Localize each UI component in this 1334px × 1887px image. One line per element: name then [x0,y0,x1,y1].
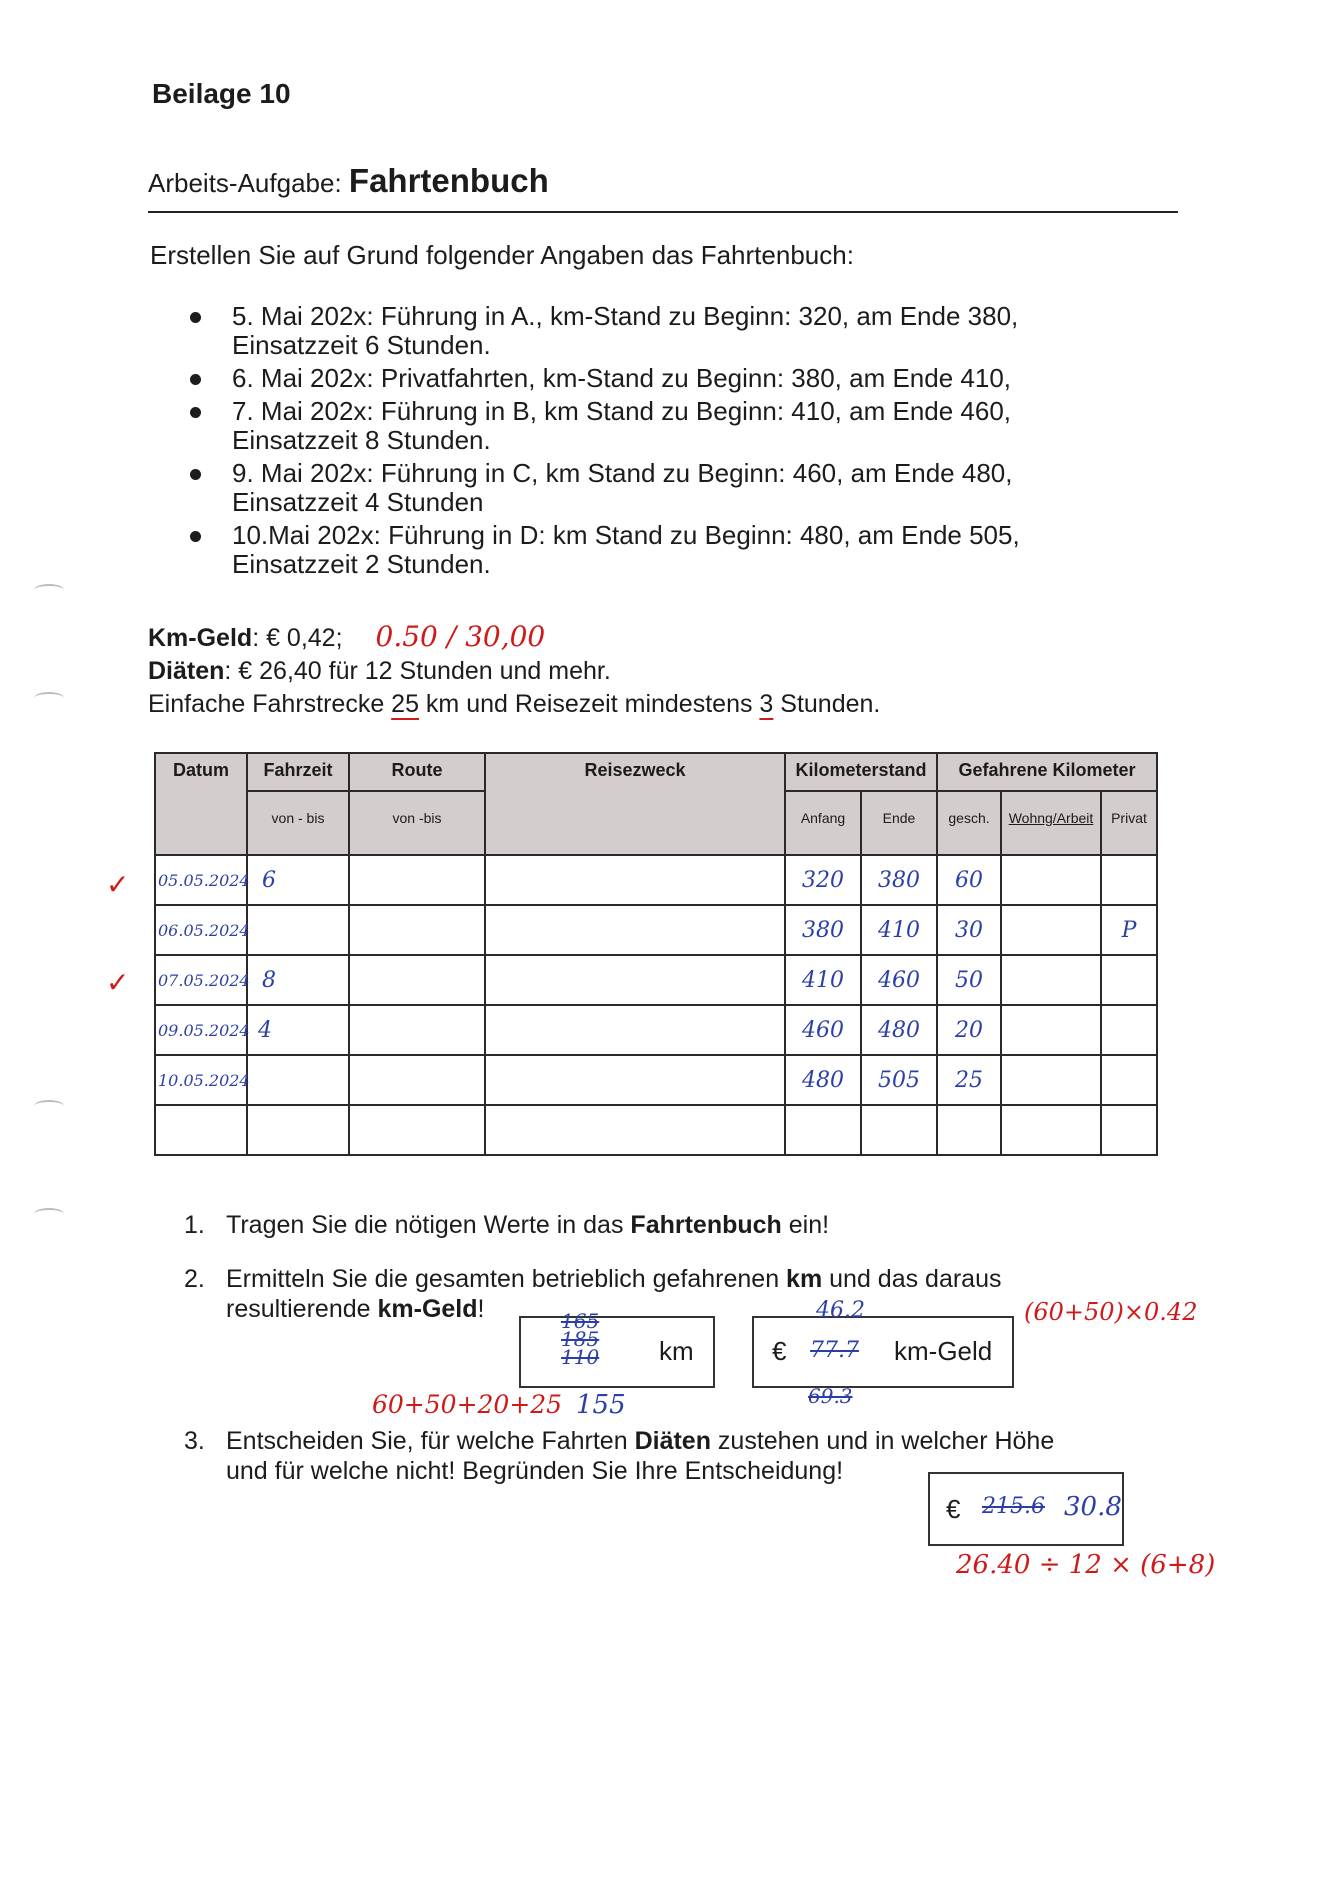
kmgeld-line: Km-Geld: € 0,42; 0.50 / 30,00 [148,620,546,653]
diaeten-line: Diäten: € 26,40 für 12 Stunden und mehr. [148,657,611,685]
punch-hole-mark [34,1100,64,1112]
km-final-value: 155 [576,1390,626,1420]
trip-item: 7. Mai 202x: Führung in B, km Stand zu Beginn: 410, am Ende 460, Einsatzzeit 8 Stunden. [186,397,1086,455]
diaeten-struck-value: 215.6 [982,1494,1045,1519]
task-name: Fahrtenbuch [348,162,549,199]
col-ende: Ende [861,791,937,855]
punch-hole-mark [34,1208,64,1220]
col-anfang: Anfang [785,791,861,855]
km-calculation: 60+50+20+25 [372,1390,563,1419]
task-item: 2. Ermitteln Sie die gesamten betrieblich gefahrenen km und das daraus resultierende km-Geld! [184,1265,1002,1323]
col-fahrzeit: Fahrzeit [247,753,349,791]
kmgeld-answer-box [752,1316,1014,1388]
kmgeld-final-value: 46.2 [816,1298,865,1323]
col-gefahrene-km: Gefahrene Kilometer [937,753,1157,791]
table-row: 10.05.2024 480 505 25 [155,1055,1157,1105]
euro-sign: € [946,1494,961,1524]
diaeten-final-value: 30.8 [1064,1492,1122,1522]
trip-list [186,302,1086,583]
trip-item: 9. Mai 202x: Führung in C, km Stand zu Beginn: 460, am Ende 480, Einsatzzeit 4 Stunden [186,459,1086,517]
kmgeld-struck-value-2: 69.3 [808,1384,853,1408]
title-rule [148,211,1178,213]
parameters [148,620,880,721]
trip-item: 6. Mai 202x: Privatfahrten, km-Stand zu Beginn: 380, am Ende 410, [186,364,1086,393]
col-route-sub: von -bis [349,791,485,855]
strecke-line: Einfache Fahrstrecke 25 km und Reisezeit mindestens 3 Stunden. [148,690,881,718]
punch-hole-mark [34,692,64,704]
col-reisezweck: Reisezweck [485,753,785,855]
task-prefix: Arbeits-Aufgabe: [148,168,342,198]
col-route: Route [349,753,485,791]
table-row-empty [155,1105,1157,1155]
col-privat: Privat [1101,791,1157,855]
trip-item: 10.Mai 202x: Führung in D: km Stand zu Beginn: 480, am Ende 505, Einsatzzeit 2 Stunden. [186,521,1086,579]
kmgeld-handwritten-note: 0.50 / 30,00 [375,620,546,653]
diaeten-answer-box [928,1472,1124,1546]
intro-text: Erstellen Sie auf Grund folgender Angaben das Fahrtenbuch: [150,240,854,270]
trip-item: 5. Mai 202x: Führung in A., km-Stand zu Beginn: 320, am Ende 380, Einsatzzeit 6 Stunden. [186,302,1086,360]
km-struck-values: 165 185 110 [561,1309,600,1369]
col-wohng-arbeit: Wohng/Arbeit [1001,791,1101,855]
col-fahrzeit-sub: von - bis [247,791,349,855]
task-title [148,162,549,200]
table-row: 07.05.2024 8 410 460 50 [155,955,1157,1005]
fahrtenbuch-table [154,752,1158,1156]
col-gesch: gesch. [937,791,1001,855]
km-unit: km [659,1336,694,1366]
table-row: 09.05.2024 4 460 480 20 [155,1005,1157,1055]
table-row: 06.05.2024 380 410 30 P [155,905,1157,955]
euro-sign: € [772,1336,787,1366]
kmgeld-struck-value: 77.7 [810,1338,859,1363]
km-answer-box [519,1309,715,1388]
table-row: 05.05.2024 6 320 380 60 [155,855,1157,905]
page-heading: Beilage 10 [152,78,291,109]
task-item: 3. Entscheiden Sie, für welche Fahrten Diäten zustehen und in welcher Höhe und für welche nicht! Begründen Sie Ihre Entscheidung! [184,1427,1055,1485]
checkmark-icon: ✓ [106,966,130,999]
kmgeld-unit: km-Geld [894,1336,993,1366]
kmgeld-calculation: (60+50)×0.42 [1024,1298,1198,1326]
col-datum: Datum [155,753,247,855]
diaeten-calculation: 26.40 ÷ 12 × (6+8) [956,1550,1216,1580]
checkmark-icon: ✓ [106,868,130,901]
col-kilometerstand: Kilometerstand [785,753,937,791]
task-item: 1. Tragen Sie die nötigen Werte in das Fahrtenbuch ein! [184,1211,830,1239]
punch-hole-mark [34,584,64,596]
